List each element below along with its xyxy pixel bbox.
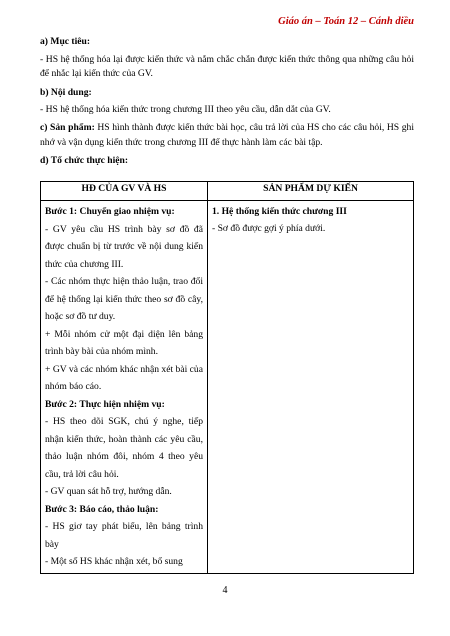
step3-line: - Một số HS khác nhận xét, bổ sung [45,556,183,567]
section-d-title: d) Tổ chức thực hiện: [40,155,129,167]
page-number: 4 [222,585,228,596]
col-header-products: SẢN PHẨM DỰ KIẾN [208,182,414,201]
step3-line: - HS giơ tay phát biểu, lên bảng trình bày [45,521,203,550]
col-header-activities: HĐ CỦA GV VÀ HS [41,182,208,201]
document-header: Giáo án – Toán 12 – Cánh diều [278,16,414,27]
products-text: - Sơ đồ được gợi ý phía dưới. [212,223,326,234]
step2-title: Bước 2: Thực hiện nhiệm vụ: [45,398,165,410]
products-title: 1. Hệ thống kiến thức chương III [212,206,347,217]
step1-line: - Các nhóm thực hiện thảo luận, trao đổi để hệ thống lại kiến thức theo sơ đồ cây, hoặc sơ đồ tư duy. [45,276,203,322]
products-cell [208,201,414,574]
section-c [40,121,414,150]
section-b-title: b) Nội dung: [40,86,92,98]
table-row [41,201,414,574]
step2-line: - HS theo dõi SGK, chú ý nghe, tiếp nhận kiến thức, hoàn thành các yêu cầu, thảo luận nhóm đôi, nhóm 4 theo yêu cầu, trả lời câu hỏi. [45,416,203,480]
section-c-label: c) Sản phẩm: [40,121,95,133]
step1-line: - GV yêu cầu HS trình bày sơ đồ đã được chuẩn bị từ trước về nội dung kiến thức của chương III. [45,223,203,270]
section-c-text: HS hình thành được kiến thức bài học, câu trả lời của HS cho các câu hỏi, HS ghi nhớ và vận dụng kiến thức trong chương III để thực hành làm các bài tập. [40,121,415,148]
step1-line: + Mỗi nhóm cử một đại diện lên bảng trình bày bài của nhóm mình. [45,328,203,357]
step1-title: Bước 1: Chuyển giao nhiệm vụ: [45,206,175,217]
activities-cell [41,201,208,574]
step1-line: + GV và các nhóm khác nhận xét bài của nhóm báo cáo. [45,363,203,392]
table-header-row [41,182,414,201]
lesson-content [40,31,414,172]
section-a-text: - HS hệ thống hóa lại được kiến thức và nắm chắc chắn được kiến thức thông qua những câu hỏi để nhắc lại kiến thức của GV. [40,53,414,80]
step2-line: - GV quan sát hỗ trợ, hướng dẫn. [45,486,172,497]
section-a-title: a) Mục tiêu: [40,36,91,47]
section-b-text: - HS hệ thống hóa kiến thức trong chương III theo yêu cầu, dẫn dắt của GV. [40,104,331,116]
activity-table [40,181,414,574]
step3-title: Bước 3: Báo cáo, thảo luận: [45,503,159,515]
